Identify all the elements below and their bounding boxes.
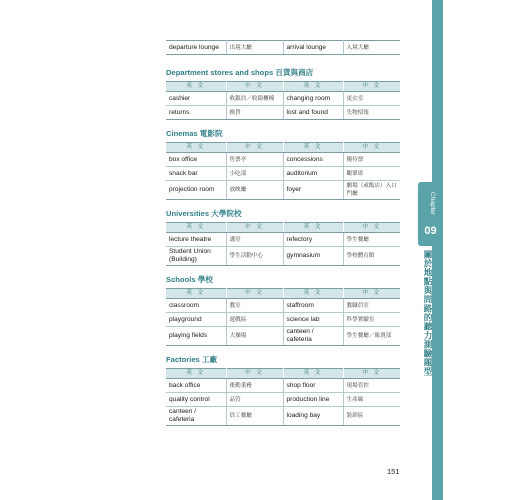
- section-title: Factories 工廠: [166, 355, 218, 364]
- zh-cell: 放映廳: [226, 181, 283, 200]
- header-zh: 中 文: [343, 369, 400, 379]
- table-row: [166, 106, 400, 120]
- zh-cell: 換貨: [226, 106, 283, 120]
- chapter-label: Chapter: [429, 192, 436, 216]
- zh-cell: 優待票: [343, 153, 400, 167]
- table-header-row: [166, 369, 400, 379]
- page-number: 151: [387, 467, 400, 476]
- header-en: 英 文: [166, 143, 226, 153]
- zh-cell: 大操場: [226, 327, 283, 346]
- header-en: 英 文: [283, 223, 343, 233]
- header-en: 英 文: [283, 143, 343, 153]
- table-row: [166, 181, 400, 200]
- en-cell: concessions: [283, 153, 343, 167]
- header-en: 英 文: [283, 82, 343, 92]
- header-zh: 中 文: [226, 289, 283, 299]
- table-header-row: [166, 143, 400, 153]
- en-cell: foyer: [283, 181, 343, 200]
- table-header-row: [166, 82, 400, 92]
- zh-cell: 教室: [226, 299, 283, 313]
- en-cell: departure lounge: [166, 41, 226, 55]
- zh-cell: 觀眾席: [343, 167, 400, 181]
- en-cell: staffroom: [283, 299, 343, 313]
- header-en: 英 文: [166, 369, 226, 379]
- factories-table: [166, 368, 400, 426]
- en-cell: arrival lounge: [283, 41, 343, 55]
- chapter-title: 關於地點與問路的聽力測驗題型: [423, 250, 433, 376]
- en-cell: playground: [166, 313, 226, 327]
- vocabulary-content: [166, 40, 400, 435]
- table-row: [166, 153, 400, 167]
- en-cell: classroom: [166, 299, 226, 313]
- zh-cell: 學校體育館: [343, 247, 400, 266]
- en-cell: production line: [283, 393, 343, 407]
- zh-cell: 學生活動中心: [226, 247, 283, 266]
- zh-cell: 更衣室: [343, 92, 400, 106]
- zh-cell: 裝卸區: [343, 407, 400, 426]
- en-cell: playing fields: [166, 327, 226, 346]
- chapter-number: 09: [424, 225, 437, 237]
- zh-cell: 講堂: [226, 233, 283, 247]
- header-zh: 中 文: [343, 289, 400, 299]
- header-zh: 中 文: [226, 143, 283, 153]
- en-cell: auditorium: [283, 167, 343, 181]
- zh-cell: 失物招領: [343, 106, 400, 120]
- en-cell: back office: [166, 379, 226, 393]
- zh-cell: 出境大廳: [226, 41, 283, 55]
- zh-cell: 生產線: [343, 393, 400, 407]
- zh-cell: 後勤業務: [226, 379, 283, 393]
- zh-cell: 學生餐廳／販賣部: [343, 327, 400, 346]
- en-cell: returns: [166, 106, 226, 120]
- zh-cell: 教職員室: [343, 299, 400, 313]
- zh-cell: 入境大廳: [343, 41, 400, 55]
- cinemas-table: [166, 142, 400, 200]
- zh-cell: 遊戲區: [226, 313, 283, 327]
- en-cell: Student Union (Building): [166, 247, 226, 266]
- table-row: [166, 167, 400, 181]
- zh-cell: 小吃部: [226, 167, 283, 181]
- zh-cell: 科學實驗室: [343, 313, 400, 327]
- en-cell: canteen / cafeteria: [166, 407, 226, 426]
- header-zh: 中 文: [226, 223, 283, 233]
- header-zh: 中 文: [226, 82, 283, 92]
- table-row: [166, 327, 400, 346]
- department-stores-table: [166, 81, 400, 120]
- en-cell: projection room: [166, 181, 226, 200]
- table-header-row: [166, 289, 400, 299]
- header-en: 英 文: [283, 289, 343, 299]
- section-title: Cinemas 電影院: [166, 129, 223, 138]
- table-row: [166, 41, 400, 55]
- section-title: Department stores and shops 百貨與商店: [166, 68, 314, 77]
- en-cell: lost and found: [283, 106, 343, 120]
- en-cell: box office: [166, 153, 226, 167]
- header-zh: 中 文: [226, 369, 283, 379]
- zh-cell: 品管: [226, 393, 283, 407]
- en-cell: snack bar: [166, 167, 226, 181]
- header-en: 英 文: [166, 223, 226, 233]
- en-cell: canteen / cafeteria: [283, 327, 343, 346]
- en-cell: cashier: [166, 92, 226, 106]
- header-zh: 中 文: [343, 143, 400, 153]
- en-cell: science lab: [283, 313, 343, 327]
- table-row: [166, 92, 400, 106]
- universities-table: [166, 222, 400, 266]
- zh-cell: 售票亭: [226, 153, 283, 167]
- table-row: [166, 247, 400, 266]
- table-row: [166, 393, 400, 407]
- table-row: [166, 233, 400, 247]
- schools-table: [166, 288, 400, 346]
- header-zh: 中 文: [343, 223, 400, 233]
- table-header-row: [166, 223, 400, 233]
- zh-cell: 收銀員／收銀櫃檯: [226, 92, 283, 106]
- zh-cell: 現場管控: [343, 379, 400, 393]
- table-row: [166, 379, 400, 393]
- table-row: [166, 313, 400, 327]
- en-cell: shop floor: [283, 379, 343, 393]
- table-row: [166, 407, 400, 426]
- header-en: 英 文: [166, 289, 226, 299]
- en-cell: changing room: [283, 92, 343, 106]
- en-cell: lecture theatre: [166, 233, 226, 247]
- table-row: [166, 299, 400, 313]
- header-zh: 中 文: [343, 82, 400, 92]
- section-title: Schools 學校: [166, 275, 213, 284]
- zh-cell: 學生餐廳: [343, 233, 400, 247]
- header-en: 英 文: [166, 82, 226, 92]
- en-cell: gymnasium: [283, 247, 343, 266]
- en-cell: loading bay: [283, 407, 343, 426]
- section-title: Universities 大學院校: [166, 209, 242, 218]
- en-cell: quality control: [166, 393, 226, 407]
- header-en: 英 文: [283, 369, 343, 379]
- en-cell: refectory: [283, 233, 343, 247]
- zh-cell: 劇場（或飯店）入口門廳: [343, 181, 400, 200]
- zh-cell: 員工餐廳: [226, 407, 283, 426]
- airport-vocab-table: [166, 40, 400, 55]
